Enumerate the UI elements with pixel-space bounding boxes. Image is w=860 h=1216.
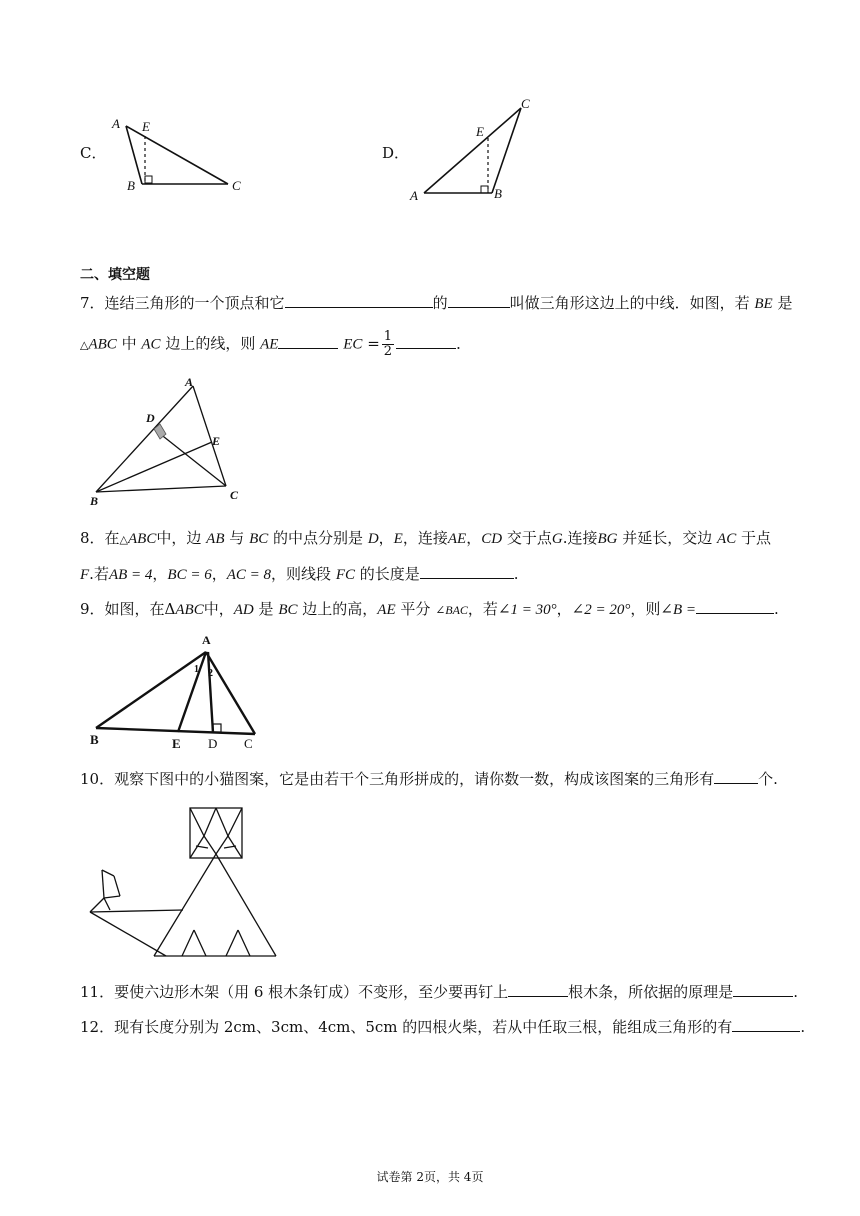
q9-text-b: 是 (258, 600, 274, 618)
q11-blank-2[interactable] (733, 981, 793, 997)
section-title: 二、填空题 (80, 267, 150, 283)
question-10 (80, 768, 778, 789)
q7-frac-num: 1 (383, 329, 393, 344)
q11-blank-1[interactable] (508, 981, 568, 997)
q7-text-a: 连结三角形的一个顶点和它 (104, 294, 285, 312)
question-8-line-1 (80, 528, 771, 550)
q7-triangle-symbol: △ (80, 338, 89, 352)
q8-comma-2: ， (466, 529, 482, 547)
q10-text: 10．观察下图中的小猫图案，它是由若干个三角形拼成的，请你数一数，构成该图案的三角形有 (80, 770, 715, 788)
q8-f: F (80, 567, 90, 583)
option-c-label: C． (80, 144, 107, 162)
q9-text-f: ，则 (630, 600, 661, 618)
q8-blank[interactable] (420, 563, 514, 579)
q7-text-b: 的 (432, 294, 448, 312)
question-8-line-2: F.若AB = 4，BC = 6，AC = 8，则线段 FC 的长度是 . (80, 565, 519, 583)
fig9-label-1: 1 (194, 664, 199, 675)
q9-end: . (773, 600, 779, 618)
q9-bc: BC (278, 602, 298, 618)
q8-ab: AB (206, 531, 225, 547)
fig7-label-c: C (230, 488, 239, 502)
q9-text-e: ，若 (467, 600, 498, 618)
q9-ad: AD (233, 602, 254, 618)
q9-text-d: 平分 (400, 600, 431, 618)
q9-bac: ∠BAC (435, 603, 468, 617)
q9-angle-2: ∠2 = 20° (571, 602, 631, 618)
q8-ac-eq: AC = 8 (226, 567, 272, 583)
fig-c-label-e: E (142, 119, 150, 134)
question-7-line-1 (80, 292, 793, 314)
q9-ae: AE (377, 602, 396, 618)
q8-ac: AC (717, 531, 737, 547)
q7-blank-2[interactable] (448, 292, 510, 308)
q7-text-e: 中 (121, 334, 137, 353)
q8-text-b: 与 (229, 529, 245, 547)
q8-ab-eq: AB = 4 (108, 567, 153, 583)
q9-text-c: 边上的高， (302, 600, 378, 618)
q8-bg: BG (597, 531, 618, 547)
q9-comma: ， (556, 600, 572, 618)
q7-blank-3[interactable] (278, 333, 338, 349)
q8-text-a: 中，边 (156, 529, 202, 547)
q7-text-f: 边上的线，则 (165, 334, 256, 353)
question-12 (80, 1016, 805, 1037)
q9-triangle-symbol: Δ (164, 600, 176, 618)
q7-fraction (382, 330, 394, 359)
q8-bc-eq: BC = 6 (167, 567, 212, 583)
q8-comma-1: ， (378, 529, 394, 547)
q7-number: 7． (80, 294, 105, 312)
q8-text-e: 交于点 (506, 529, 552, 547)
figure-q9 (80, 628, 280, 753)
fig9-label-e: E (172, 736, 181, 751)
option-d-label: D． (382, 144, 410, 162)
fig9-label-d: D (208, 736, 218, 751)
q8-text-j: ，则线段 (271, 565, 332, 583)
figure-q7 (80, 372, 250, 512)
fig-c-label-b: B (127, 178, 135, 193)
fig9-label-2: 2 (208, 668, 213, 679)
q8-triangle-symbol: △ (119, 533, 129, 546)
fig7-label-d: D (146, 411, 155, 425)
q8-text-f: .连接 (562, 529, 598, 547)
q7-eq: = (367, 334, 380, 353)
q7-frac-den: 2 (383, 344, 393, 359)
q9-angle-b: ∠B = (660, 602, 696, 618)
fig-d-label-b: B (494, 186, 502, 201)
q10-end: 个. (758, 770, 778, 788)
fig-d-label-e: E (476, 124, 484, 139)
fig9-label-c: C (244, 736, 253, 751)
q8-end: . (513, 565, 519, 583)
q7-text-c: 叫做三角形这边上的中线．如图，若 (509, 294, 750, 312)
q11-text-a: 11．要使六边形木架（用 6 根木条钉成）不变形，至少要再钉上 (80, 983, 509, 1001)
page-footer: 试卷第 2页，共 4页 (376, 1170, 484, 1184)
fig-c-label-a: A (112, 116, 120, 131)
q8-text-h: 于点 (741, 529, 772, 547)
fig-c-label-c: C (232, 178, 241, 193)
q8-g: G (551, 531, 563, 547)
q8-ae: AE (447, 531, 467, 547)
figure-q10-cat (86, 806, 286, 962)
q8-text-i: .若 (89, 565, 109, 583)
q11-text-b: 根木条，所依据的原理是 (568, 983, 734, 1001)
q12-end: . (800, 1018, 806, 1036)
q7-ae: AE (260, 336, 279, 353)
q8-d: D (367, 531, 379, 547)
q11-end: . (793, 983, 798, 1001)
q8-text-k: 的长度是 (359, 565, 420, 583)
q9-number: 9．如图，在 (80, 600, 165, 618)
q12-blank[interactable] (732, 1016, 800, 1032)
q7-end: ． (456, 334, 472, 353)
fig7-label-e: E (212, 434, 221, 448)
fig9-label-b: B (90, 732, 99, 747)
question-7-line-2 (80, 330, 471, 359)
q8-e: E (393, 531, 403, 547)
q8-abc: ABC (128, 531, 157, 547)
q7-ac: AC (141, 336, 161, 353)
q8-text-c: 的中点分别是 (273, 529, 364, 547)
q12-text: 12．现有长度分别为 2cm、3cm、4cm、5cm 的四根火柴，若从中任取三根，能组成三角形的有 (80, 1018, 733, 1036)
q7-abc: ABC (88, 336, 117, 353)
q8-fc: FC (335, 567, 355, 583)
q8-number: 8．在 (80, 529, 120, 547)
fig-d-label-a: A (410, 188, 418, 203)
q9-text-a: 中， (203, 600, 234, 618)
q9-blank[interactable] (696, 598, 774, 614)
fig7-label-a: A (185, 375, 194, 389)
q8-bc: BC (249, 531, 269, 547)
fig9-label-a: A (202, 633, 211, 647)
fig7-label-b: B (90, 494, 99, 508)
q8-text-g: 并延长，交边 (622, 529, 713, 547)
q9-angle-1: ∠1 = 30° (497, 602, 557, 618)
q10-blank[interactable] (714, 768, 758, 784)
figure-option-d (400, 92, 550, 212)
q7-be: BE (754, 296, 773, 312)
question-9-line-1 (80, 598, 779, 620)
fig-d-label-c: C (521, 96, 530, 111)
q9-abc: ABC (175, 602, 204, 618)
q8-cd: CD (481, 531, 503, 547)
figure-option-c (100, 110, 260, 200)
q7-blank-4[interactable] (396, 333, 456, 349)
q8-text-d: ，连接 (402, 529, 448, 547)
question-11 (80, 981, 798, 1002)
q7-ec: EC (343, 336, 363, 353)
q7-text-d: 是 (777, 294, 793, 312)
q7-blank-1[interactable] (285, 292, 433, 308)
